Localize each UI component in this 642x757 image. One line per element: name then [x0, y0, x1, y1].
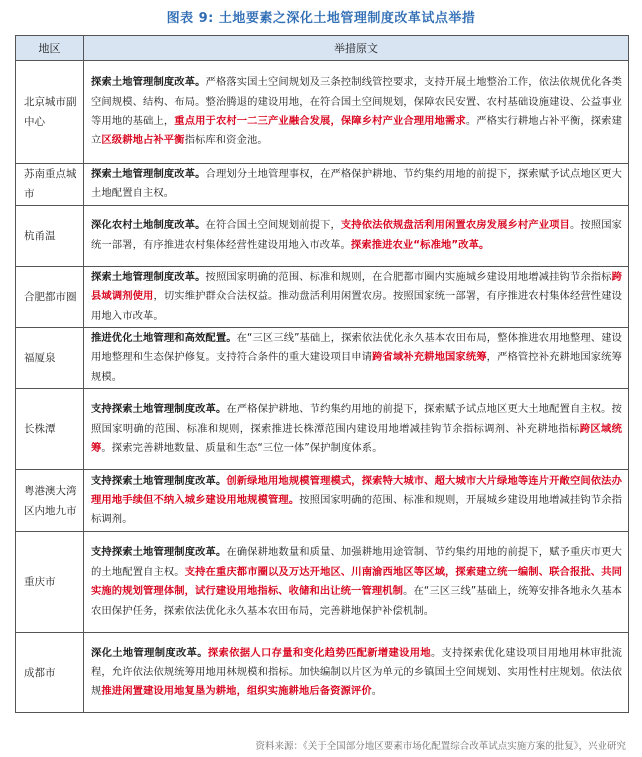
- measure-heading: 深化土地管理制度改革。: [91, 646, 208, 659]
- measure-text: 按照国家明确的范围、标准和规则，开展城乡建设用地增减挂钩节余指标调剂。: [91, 494, 623, 526]
- measure-text: 在严格保护耕地、节约集约用地的前提下，探索赋予试点地区更大土地配置自主权。按照国家明确的范围、标准和规则，探索推进长株潭范围内建设用地增减挂钩节余指标调剂、补充耕地指标: [91, 403, 622, 435]
- measure-heading: 深化农村土地制度改革。: [91, 219, 206, 232]
- region-cell: 福厦泉: [16, 328, 84, 389]
- measure-text: 在“三区三线”基础上，探索依法优化永久基本农田布局，整体推进农用地整理、建设用地整理和生态保护修复。支持符合条件的重大建设项目申请: [91, 332, 622, 364]
- measure-text-cell: [84, 470, 629, 532]
- measure-heading: 推进优化土地管理和高效配置。: [91, 332, 237, 345]
- measure-heading: 探索土地管理制度改革。: [91, 270, 206, 283]
- table-row: [16, 633, 629, 713]
- measure-text: 。严格实行耕地占补平衡，探索建立: [91, 115, 622, 147]
- measure-heading: 探索土地管理制度改革。: [91, 168, 206, 180]
- region-cell: 合肥都市圈: [16, 266, 84, 327]
- measure-text-cell: [84, 389, 629, 470]
- table-header-row: [16, 36, 629, 61]
- measure-heading: 支持探索土地管理制度改革。: [91, 403, 227, 416]
- measure-text-cell: [84, 633, 629, 713]
- highlight-text: 区级耕地占补平衡: [101, 134, 185, 147]
- highlight-text: 创新绿地用地规模管理模式，探索特大城市、超大城市大片绿地等连片开敞空间依法办理用地手续但不纳入城乡建设用地规模管理。: [91, 474, 622, 507]
- highlight-text: 支持在重庆都市圈以及万达开地区、川南渝西地区等区域，探索建立统一编制、联合报批、共同实施的规划管理体制，试行建设用地指标、收储和出让统一管理机制: [91, 565, 623, 598]
- source-note: 资料来源：《关于全国部分地区要素市场化配置综合改革试点实施方案的批复》，兴业研究: [255, 741, 626, 752]
- table-row: [16, 164, 629, 206]
- measure-text-cell: [84, 61, 629, 164]
- header-measures: 举措原文: [84, 36, 629, 61]
- measure-text: 在符合国土空间规划前提下，: [205, 219, 341, 232]
- measure-text: 。探索完善耕地数量、质量和生态“三位一体”保护制度体系。: [101, 441, 383, 454]
- measure-text: 在确保耕地数量和质量、加强耕地用途管制、节约集约用地的前提下，赋予重庆市更大的土地配置自主权。: [91, 546, 622, 578]
- measure-text: 。支持探索优化建设项目用地用林审批流程，允许依法依规统筹用地用林规模和指标。加快编制以片区为单元的乡镇国土空间规划、实用性村庄规划。依法依规: [91, 646, 622, 698]
- measure-text: ，严格管控补充耕地国家统筹规模。: [91, 351, 622, 383]
- table-row: [16, 266, 629, 327]
- table-row: [16, 328, 629, 389]
- measure-text: 严格落实国土空间规划及三条控制线管控要求，支持开展土地整治工作，依法依规优化各类空间规模、结构、布局。整治腾退的建设用地，在符合国土空间规划，保障农民安置、农村基础设施建设、公益事业等用地的基础上，: [91, 76, 622, 127]
- highlight-text: 跨省域补充耕地国家统筹: [372, 351, 487, 364]
- measure-heading: 探索土地管理制度改革。: [91, 76, 206, 89]
- region-cell: 长株潭: [16, 389, 84, 470]
- region-cell: 成都市: [16, 633, 84, 713]
- table-row: [16, 470, 629, 532]
- measure-text: 。: [371, 685, 383, 698]
- header-region: 地区: [16, 36, 84, 61]
- table-row: [16, 61, 629, 164]
- highlight-text: 探索依据人口存量和变化趋势匹配新增建设用地: [207, 646, 431, 659]
- measure-text: ，切实维护群众合法权益。推动盘活利用闲置农房。按照国家统一部署，有序推进农村集体经营性建设用地入市改革。: [91, 290, 623, 322]
- highlight-text: 重点用于农村一二三产业融合发展，保障乡村产业合理用地需求: [174, 115, 466, 127]
- highlight-text: 推进闲置建设用地复垦为耕地，组织实施耕地后备资源评价: [101, 685, 372, 698]
- region-cell: 重庆市: [16, 532, 84, 633]
- highlight-text: 探索推进农业“标准地”改革。: [350, 238, 490, 251]
- table-row: [16, 532, 629, 633]
- figure-title: 图表 9: 土地要素之深化土地管理制度改革试点举措: [166, 11, 476, 26]
- measure-text-cell: [84, 164, 629, 206]
- measure-text: 合理划分土地管理事权，在严格保护耕地、节约集约用地的前提下，探索赋予试点地区更大土地配置自主权。: [91, 168, 622, 200]
- measure-text-cell: [84, 266, 629, 327]
- table-row: [16, 389, 629, 470]
- table-row: [16, 205, 629, 266]
- region-cell: 杭甬温: [16, 205, 84, 266]
- region-cell: 北京城市副中心: [16, 61, 84, 164]
- measure-text-cell: [84, 205, 629, 266]
- highlight-text: 跨区域统筹: [91, 422, 622, 454]
- highlight-text: 跨县域调剂使用: [91, 270, 622, 303]
- region-cell: 粤港澳大湾区内地九市: [16, 470, 84, 532]
- measure-text: 。在“三区三线”基础上，统筹安排各地永久基本农田保护任务，探索依法优化永久基本农田布局，完善耕地保护补偿机制。: [91, 585, 622, 617]
- measure-text: 。按照国家统一部署，有序推进农村集体经营性建设用地入市改革。: [91, 219, 622, 251]
- measures-table: [15, 35, 629, 713]
- measure-heading: 支持探索土地管理制度改革。: [91, 546, 227, 559]
- measure-text: 按照国家明确的范围、标准和规则，在合肥都市圈内实施城乡建设用地增减挂钩节余指标: [205, 270, 612, 283]
- region-cell: 苏南重点城市: [16, 164, 84, 206]
- measure-text: 指标库和资金池。: [184, 134, 268, 147]
- highlight-text: 支持依法依规盘活利用闲置农房发展乡村产业项目: [340, 219, 570, 232]
- measure-text-cell: [84, 328, 629, 389]
- measure-heading: 支持探索土地管理制度改革。: [91, 474, 227, 487]
- measure-text-cell: [84, 532, 629, 633]
